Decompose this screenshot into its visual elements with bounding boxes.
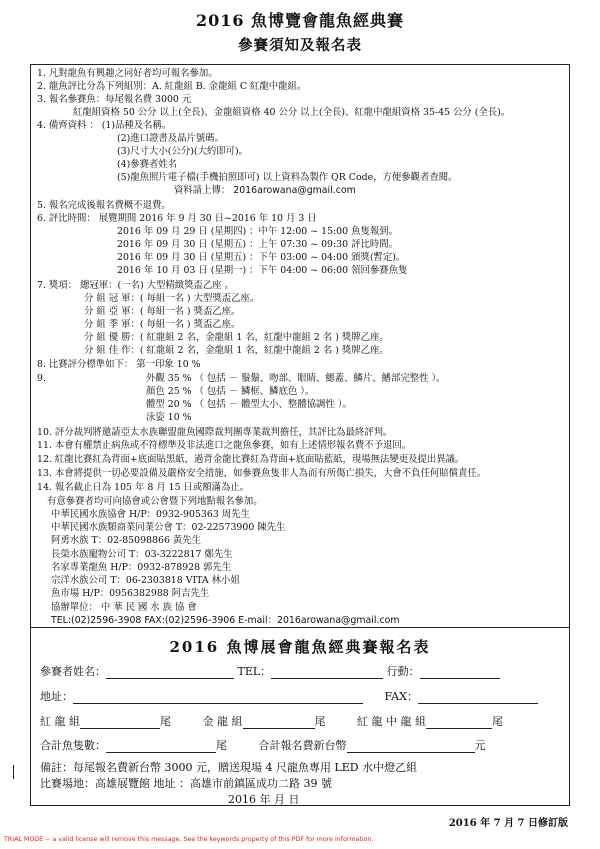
tel-field[interactable] — [271, 666, 383, 679]
rule-line: (2)進口證書及晶片號碼。 — [117, 133, 225, 144]
total-fee-field[interactable] — [347, 740, 475, 753]
form-title: 2016 魚博展會龍魚經典賽報名表 — [169, 638, 431, 656]
rule-line: 分 組 冠 軍：( 每組一名 ) 大型獎盃乙座。 — [84, 293, 260, 304]
form-row-totals: 合計魚隻數： 尾 合計報名費新台幣 元 — [40, 739, 486, 752]
form-row-name — [40, 663, 500, 679]
revision-date: 2016 年 7 月 7 日修訂版 — [448, 818, 568, 829]
rule-line: 10. 評分裁判將邀請亞太水族聯盟龍魚國際裁判團專業裁判擔任，其評比為最終評判。 — [37, 427, 393, 438]
rule-line: 7. 獎項： 總冠軍：(一名) 大型精緻獎盃乙座 。 — [37, 280, 234, 291]
page-subtitle: 參賽須知及報名表 — [238, 37, 362, 54]
tel-label: TEL： — [237, 665, 272, 678]
margin-mark — [13, 765, 14, 779]
rule-line: 2016 年 10 月 03 日 (星期一) ：下午 04:00 ~ 06:00 領回參賽魚隻 — [117, 265, 408, 276]
fax-field[interactable] — [418, 691, 538, 704]
rule-line: 紅龍組資格 50 公分 以上(全長)、金龍組資格 40 公分 以上(全長)、紅龍中龍組資格 35-45 公分 (全長)。 — [73, 107, 511, 118]
rule-line: 2016 年 09 月 30 日 (星期五) ：下午 03:00 ~ 04:00 頒獎(暫定)。 — [117, 252, 406, 263]
fax-label: FAX： — [384, 690, 418, 703]
red-group-label: 紅 龍 組 — [40, 715, 80, 728]
gold-group-label: 金 龍 組 — [202, 715, 243, 728]
redmid-group-field[interactable] — [426, 716, 492, 729]
gold-group-field[interactable] — [243, 716, 315, 729]
rule-line: 4. 備齊資料 ： (1)品種及名稱。 — [37, 120, 172, 131]
form-row-address — [40, 688, 538, 704]
rule-line: 2016 年 09 月 30 日 (星期五) ：上午 07:30 ~ 09:30 評比時間。 — [117, 239, 398, 250]
rule-line: 宗洋水族公司 T：06-2303818 VITA 林小姐 — [51, 575, 240, 586]
mobile-field[interactable] — [420, 666, 500, 679]
rule-line: 泳姿 10 % — [146, 412, 192, 423]
red-group-field[interactable] — [80, 716, 160, 729]
rule-line: 資料請上傳： 2016arowana@gmail.com — [174, 185, 356, 196]
total-fish-field[interactable] — [106, 740, 216, 753]
rule-line: (5)龍魚照片電子檔(手機拍照即可) 以上資料為製作 QR Code，方便參觀者查閱。 — [117, 172, 458, 183]
section-divider — [30, 627, 570, 628]
rule-line: 分 組 亞 軍：( 每組一名 ) 獎盃乙座。 — [84, 306, 241, 317]
rule-line: 外觀 35 % （ 包括 － 鬚鬚、吻部、眼睛、鰓蓋、鱗片、鰭部完整性 ）。 — [146, 373, 446, 384]
mobile-label: 行動： — [386, 665, 420, 678]
address-label: 地址： — [40, 690, 73, 703]
name-field[interactable] — [106, 666, 234, 679]
rule-line: 協辦單位： 中 華 民 國 水 族 協 會 — [51, 602, 197, 613]
rule-line: 魚市場 H/P：0956382988 阿吉先生 — [51, 588, 210, 599]
total-fee-label: 合計報名費新台幣 — [258, 739, 347, 752]
rule-line: 2. 龍魚評比分為下列組別：A. 紅龍組 B. 金龍組 C 紅龍中龍組。 — [37, 81, 307, 92]
rule-line: 9. — [37, 373, 46, 384]
name-label: 參賽者姓名： — [40, 665, 106, 678]
form-row-groups: 紅 龍 組 尾 金 龍 組 尾 紅 龍 中 龍 組 尾 — [40, 715, 503, 728]
rule-line: 中華民國水族類商業同業公會 T：02-22573900 陳先生 — [51, 522, 286, 533]
rule-line: 14. 報名截止日為 105 年 8 月 15 日或額滿為止。 — [37, 482, 250, 493]
rule-line: 13. 本會將提供一切必要設備及嚴格安全措施，如參賽魚隻非人為而有所傷亡損失，大會不負任何賠償責任。 — [37, 468, 487, 479]
redmid-group-label: 紅 龍 中 龍 組 — [357, 715, 426, 728]
rule-line: 分 組 佳 作：( 紅龍組 2 名，金龍組 1 名，紅龍中龍組 2 名 ) 獎牌乙座。 — [84, 345, 389, 356]
rule-line: 長榮水族寵物公司 T：03-3222817 鄭先生 — [51, 549, 233, 560]
rule-line: 體型 20 % （ 包括 － 體型大小、整體協調性 ）。 — [146, 399, 352, 410]
rule-line: 分 組 優 勝：( 紅龍組 2 名，金龍組 1 名，紅龍中龍組 2 名 ) 獎牌乙座。 — [84, 332, 389, 343]
rule-line: 分 組 季 軍：( 每組一名 ) 獎盃乙座。 — [84, 319, 241, 330]
form-note: 備註：每尾報名費新台幣 3000 元，贈送現場 4 尺龍魚專用 LED 水中燈乙組 — [40, 761, 418, 774]
rule-line: 12. 紅龍比賽紅為背面+底面貼黑紙，過背金龍比賽紅為背面+底面貼藍紙，現場無法變更及提出異議。 — [37, 454, 465, 465]
rule-line: 中華民國水族協會 H/P：0932-905363 周先生 — [51, 509, 250, 520]
rule-line: 8. 比賽評分標準如下： 第一印象 10 % — [37, 359, 201, 370]
rule-line: 顏色 25 % （ 包括 － 鱗框、鱗底色 ）。 — [146, 386, 315, 397]
form-venue: 比賽場地：高雄展覽館 地址 ：高雄市前鎮區成功二路 39 號 — [40, 777, 332, 790]
form-date-line: 2016 年 月 日 — [228, 793, 300, 806]
total-fish-label: 合計魚隻數： — [40, 739, 106, 752]
rule-line: (3)尺寸大小(公分)(大約即可)。 — [117, 146, 249, 157]
rule-line: 有意參賽者均可向協會或公會暨下列地點報名參加。 — [47, 496, 263, 507]
rule-line: (4)參賽者姓名 — [117, 159, 178, 170]
rule-line: 名家專業龍魚 H/P：0932-878928 郭先生 — [51, 562, 232, 573]
rule-line: 阿勇水族 T：02-85098866 黃先生 — [51, 535, 202, 546]
trial-notice: TRIAL MODE − a valid license will remove this message. See the keywords property of this PDF for more information. — [4, 836, 374, 843]
rule-line: 2016 年 09 月 29 日 (星期四) ：中午 12:00 ~ 15:00 魚隻報到。 — [117, 226, 398, 237]
rule-line: 6. 評比時間： 展覽期間 2016 年 9 月 30 日~2016 年 10 月 3 日 — [37, 213, 317, 224]
rule-line: 1. 凡對龍魚有興趣之同好者均可報名參加。 — [37, 68, 218, 79]
rule-line: 3. 報名參賽魚：每尾報名費 3000 元 — [37, 94, 192, 105]
rule-line: TEL:(02)2596-3908 FAX:(02)2596-3906 E-mail：2016arowana@gmail.com — [51, 615, 400, 626]
page-title: 2016 魚博覽會龍魚經典賽 — [195, 11, 405, 30]
rule-line: 5. 報名完成後報名費概不退費。 — [37, 200, 171, 211]
rule-line: 11. 本會有權禁止病魚或不符標準及非法進口之龍魚參賽，如有上述情形報名費不予退回。 — [37, 440, 412, 451]
address-field[interactable] — [73, 691, 363, 704]
